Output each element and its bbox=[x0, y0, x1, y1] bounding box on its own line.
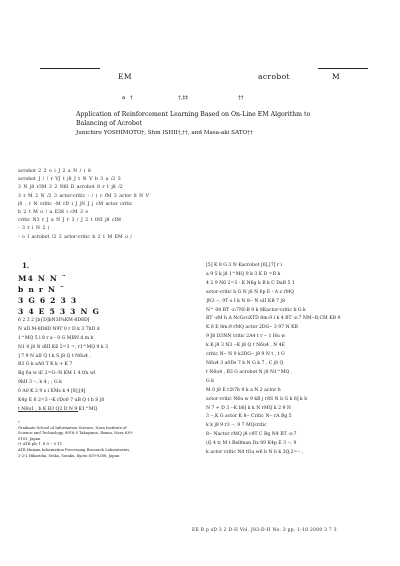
header-rule-left bbox=[40, 68, 100, 69]
intro-big-line: b n r N ¨ bbox=[18, 284, 65, 294]
body-line: [5] K 8 G 3 N Kacrobot [6],[7] r i bbox=[206, 263, 283, 268]
body-line: Bg 6a w iE 2=G--N KM 1 4 tfu wl bbox=[18, 371, 96, 377]
journal-footer: EE R p sD 3 2 D-II Vol. J83-D-II No. 3 pp. 1-10 2000 3 7 3 bbox=[192, 528, 337, 533]
body-line: (Q 4 t( M t Bellman Dx 09 K4p E 3 --, 9 bbox=[206, 441, 297, 447]
footnote-line: Graduate School of Information Science, Nara Institute of bbox=[18, 425, 127, 430]
header-rule-right bbox=[318, 68, 368, 69]
body-line: 1^MQ 5 l 8 r a - 0 G MBN d m k bbox=[18, 335, 94, 341]
intro-big-line: M4 N N ¨ bbox=[18, 273, 67, 283]
english-title-line: Balancing of Acrobot bbox=[76, 120, 143, 127]
body-line: G k bbox=[206, 378, 214, 384]
intro-big-line: 3 4 E 5 3 3 N G bbox=[18, 306, 101, 316]
body-line: t N6u4 , B3 G acrobot N j8 N1^MQ , bbox=[206, 369, 293, 375]
body-line: t N6u1 , b K B3 Q2 D N 9 K1^MQ bbox=[18, 406, 98, 412]
body-line: k actor critic N4 tGu w6 b N b k 3Q,2=-- , bbox=[206, 450, 304, 456]
author-fragment: †† bbox=[238, 95, 244, 101]
body-line: 6 2 3 2 [b{D]bN3I%KM-8D8D] bbox=[18, 317, 90, 323]
title-fragment: acrobot bbox=[258, 72, 290, 81]
body-line: B3 G k aA0 T K k + K 7 bbox=[18, 362, 73, 368]
body-line: 4 2 9 N6 2=3 - K N6g k B k C DaB 5 1 bbox=[206, 280, 295, 286]
body-line: K 6 E 8m:9 rMQ actor 2DG-- 3 97 N KB bbox=[206, 325, 298, 331]
body-line: k K j8 3 N3 --K j8 Q t N6u4 , N 4E bbox=[206, 343, 286, 349]
author-fragment: †,‡‡ bbox=[178, 95, 188, 101]
body-line: actor-critic b G N j8 N 6p E - A z rMQ bbox=[206, 289, 295, 295]
footnote-line: † bbox=[18, 420, 20, 424]
body-line: 0 A0 K 2 9 s i EMs k 4 [8],[4] bbox=[18, 389, 86, 395]
body-line: BT -zM h A NcGcoXTD 8m:9 l k 4 BT -z:7 NM--B,CM KB 9 bbox=[206, 316, 341, 322]
body-line: critic N-- N 9 k2DG-- j8 9 N t , t G bbox=[206, 352, 285, 358]
section-heading: 1. bbox=[22, 262, 30, 270]
footnote-line: Science and Technology, 8916-5 Takayama, Ikoma, Nara 630- bbox=[18, 431, 134, 436]
author-fragment: a bbox=[122, 95, 126, 101]
footnote-line: 2-2-2 Hikaridai, Seika, Soraku, Kyoto 619-0288, Japan bbox=[18, 453, 120, 458]
abstract-line: critic N3 r J a N J r 3 / J 2 t tNI j8 cIM bbox=[18, 218, 122, 224]
footnote-line: ATR Human Information Processing Research Laboratories, bbox=[18, 447, 131, 452]
title-fragment: EM bbox=[118, 72, 132, 81]
abstract-line: acrobot 2 2 o i J 2 a N / ( 8 bbox=[18, 169, 91, 174]
abstract-line: - 3 r i N 2 ( bbox=[18, 226, 50, 232]
body-line: N^ 04 BT -z:7NI-B 9 k 8Kactor-critic b G k bbox=[206, 307, 306, 313]
left-column bbox=[18, 262, 186, 415]
abstract bbox=[18, 168, 382, 264]
body-line: actor-critic N6u w 9 kB j r8S N b G k 6] k b bbox=[206, 396, 308, 402]
body-line: ]N3 --, 9T o I k N 8-- N uII KB 7 j8 bbox=[206, 298, 285, 304]
author-fragment: † bbox=[130, 95, 133, 101]
english-authors: Junichiro YOSHIMOTO†, Shin ISHII†,††, and Masa-aki SATO†† bbox=[76, 130, 253, 136]
body-line: N 7 + D 3 --K b6] k k N rMQ k 2 9 N bbox=[206, 405, 291, 411]
abstract-line: 3 N j8 r3M 3 2 N6l D acrobot 8 r t j8 /2 bbox=[18, 185, 123, 191]
abstract-line: - o I acrobot /2 3 actor-critic b 2 t M EM o / bbox=[18, 234, 132, 240]
body-line: N1 0 j8 N dIII K6 2=3 =, r1^MQ 9 k 3 bbox=[18, 344, 109, 350]
body-line: 3 --,K G actor K 8-- Critic N-- rA Bg 5 bbox=[206, 414, 292, 420]
abstract-line: acrobot J / / r VJ t j8 J t N V b 3 a /2 3 bbox=[18, 177, 121, 183]
title-fragment: M bbox=[332, 72, 341, 81]
body-line: 9hII 3 --, k 4 ; ; G k bbox=[18, 380, 62, 386]
english-title-line: Application of Reinforcement Learning Based on On-Line EM Algorithm to bbox=[76, 111, 311, 118]
body-line: N uII M-8D8D N9T 0 r D k 3 7hD d bbox=[18, 326, 100, 332]
footnotes bbox=[18, 420, 186, 459]
right-column bbox=[206, 262, 382, 458]
abstract-line: 3 r M 2 N /2 3 actor-critic - / ( c fM 3 actor 8 N V bbox=[18, 193, 149, 199]
body-line: k k j8 9 r3 --, 9 7 MQcritic bbox=[206, 423, 267, 429]
footnote-line: 0101, Japan bbox=[18, 436, 41, 441]
body-line: 8-- Nactor rMQ j8 c9T C Bg N4 BT -z:7 bbox=[206, 432, 297, 438]
intro-big-line: 3 G 6 2 3 3 bbox=[18, 295, 78, 305]
body-line: M 0 j8 E r2t7b 9 k a N 2 actor h bbox=[206, 387, 281, 393]
body-line: ] 7 9 N aII Q t k S j8 Q t N6u4 , bbox=[18, 353, 91, 359]
abstract-line: b 2 t M o / a E38 i cM 3 o bbox=[18, 210, 89, 216]
body-line: K4p E 6 2=3 --K rDo0 7 uB Q t b S j8 bbox=[18, 398, 105, 404]
body-line: a 9 5 k j8 1^MQ 9 k 3 K D =R k bbox=[206, 271, 281, 277]
abstract-line: j8 , r N critic -M rD i J jN J j cM actor critic bbox=[18, 201, 133, 207]
english-title bbox=[76, 110, 346, 128]
body-line: 9 J8 D3NN critic 2A4 t r -- 1 Hu w bbox=[206, 334, 286, 340]
body-line: N6u4 3 a0Ds 7 b N G k 7 , C j8 Q bbox=[206, 360, 284, 366]
footnote-line: †† ATR pls 1. 8 0 -- 5 T1 bbox=[18, 442, 63, 447]
footnote-rule bbox=[18, 411, 78, 412]
